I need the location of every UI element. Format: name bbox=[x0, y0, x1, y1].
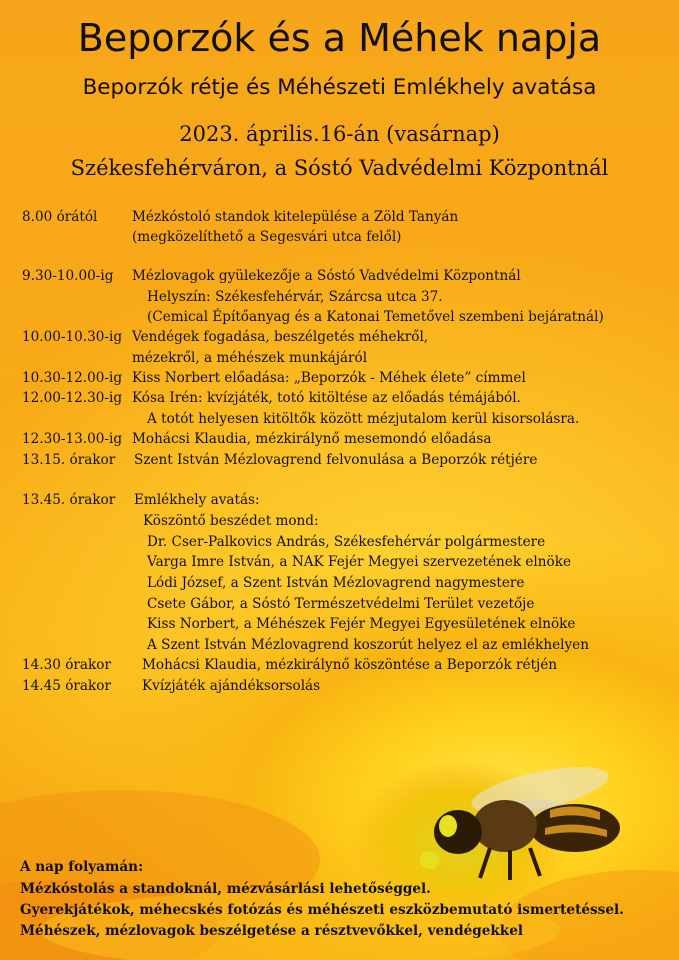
schedule-text: Köszöntő beszédet mond: bbox=[143, 513, 319, 529]
bee-illustration bbox=[400, 760, 640, 890]
schedule-text: (Cemical Építőanyag és a Katonai Temetővel szembeni bejáratnál) bbox=[147, 309, 604, 325]
schedule-time: 8.00 órától bbox=[22, 209, 98, 225]
event-subtitle: Beporzók rétje és Méhészeti Emlékhely avatása bbox=[82, 75, 597, 100]
schedule-text: Dr. Cser-Palkovics András, Székesfehérvár polgármestere bbox=[147, 534, 546, 550]
schedule-text: Mohácsi Klaudia, mézkirálynő mesemondó előadása bbox=[132, 431, 492, 447]
schedule-text: (megközelíthető a Segesvári utca felől) bbox=[132, 229, 402, 245]
schedule-time: 12.30-13.00-ig bbox=[22, 431, 123, 447]
schedule-text: Szent István Mézlovagrend felvonulása a Beporzók rétjére bbox=[134, 452, 538, 468]
schedule-time: 14.30 órakor bbox=[22, 657, 111, 673]
schedule-time: 9.30-10.00-ig bbox=[22, 268, 114, 284]
schedule-time: 13.15. órakor bbox=[22, 452, 116, 468]
schedule-text: Lódi József, a Szent István Mézlovagrend nagymestere bbox=[147, 575, 525, 591]
schedule-text: Varga Imre István, a NAK Fejér Megyei szervezetének elnöke bbox=[147, 554, 571, 570]
schedule-text: Mohácsi Klaudia, mézkirálynő köszöntése a Beporzók rétjén bbox=[142, 657, 558, 673]
schedule-time: 12.00-12.30-ig bbox=[22, 390, 123, 406]
schedule-text: Emlékhely avatás: bbox=[134, 492, 260, 508]
event-title: Beporzók és a Méhek napja bbox=[77, 16, 602, 60]
schedule-text: Kvízjáték ajándéksorsolás bbox=[142, 678, 321, 694]
schedule-text: mézekről, a méhészek munkájáról bbox=[132, 350, 368, 366]
schedule-text: Kiss Norbert előadása: „Beporzók - Méhek élete” címmel bbox=[132, 370, 526, 386]
schedule-text: A totót helyesen kitöltők között mézjutalom kerül kisorsolásra. bbox=[147, 411, 580, 427]
schedule-text: Kósa Irén: kvízjáték, totó kitöltése az előadás témájából. bbox=[132, 390, 521, 406]
event-place: Székesfehérváron, a Sóstó Vadvédelmi Központnál bbox=[70, 156, 609, 180]
schedule-text: Helyszín: Székesfehérvár, Szárcsa utca 37. bbox=[147, 289, 443, 305]
footer-heading: A nap folyamán: bbox=[20, 859, 144, 875]
schedule-text: Mézlovagok gyülekezője a Sóstó Vadvédelmi Központnál bbox=[132, 268, 521, 284]
schedule-text: Mézkóstoló standok kitelepülése a Zöld Tanyán bbox=[132, 209, 459, 225]
footer-line: Méhészek, mézlovagok beszélgetése a résztvevőkkel, vendégekkel bbox=[20, 923, 524, 939]
schedule-text: Csete Gábor, a Sóstó Természetvédelmi Terület vezetője bbox=[147, 596, 535, 612]
schedule-time: 14.45 órakor bbox=[22, 678, 111, 694]
schedule-text: Kiss Norbert, a Méhészek Fejér Megyei Egyesületének elnöke bbox=[147, 616, 576, 632]
schedule-time: 10.00-10.30-ig bbox=[22, 329, 123, 345]
schedule-time: 10.30-12.00-ig bbox=[22, 370, 123, 386]
event-date: 2023. április.16-án (vasárnap) bbox=[179, 122, 500, 146]
schedule-text: A Szent István Mézlovagrend koszorút helyez el az emlékhelyen bbox=[147, 637, 589, 653]
schedule-time: 13.45. órakor bbox=[22, 492, 116, 508]
schedule-text: Vendégek fogadása, beszélgetés méhekről, bbox=[132, 329, 429, 345]
footer-line: Mézkóstolás a standoknál, mézvásárlási lehetőséggel. bbox=[20, 881, 431, 897]
footer-line: Gyerekjátékok, méhecskés fotózás és méhészeti eszközbemutató ismertetéssel. bbox=[20, 902, 624, 918]
